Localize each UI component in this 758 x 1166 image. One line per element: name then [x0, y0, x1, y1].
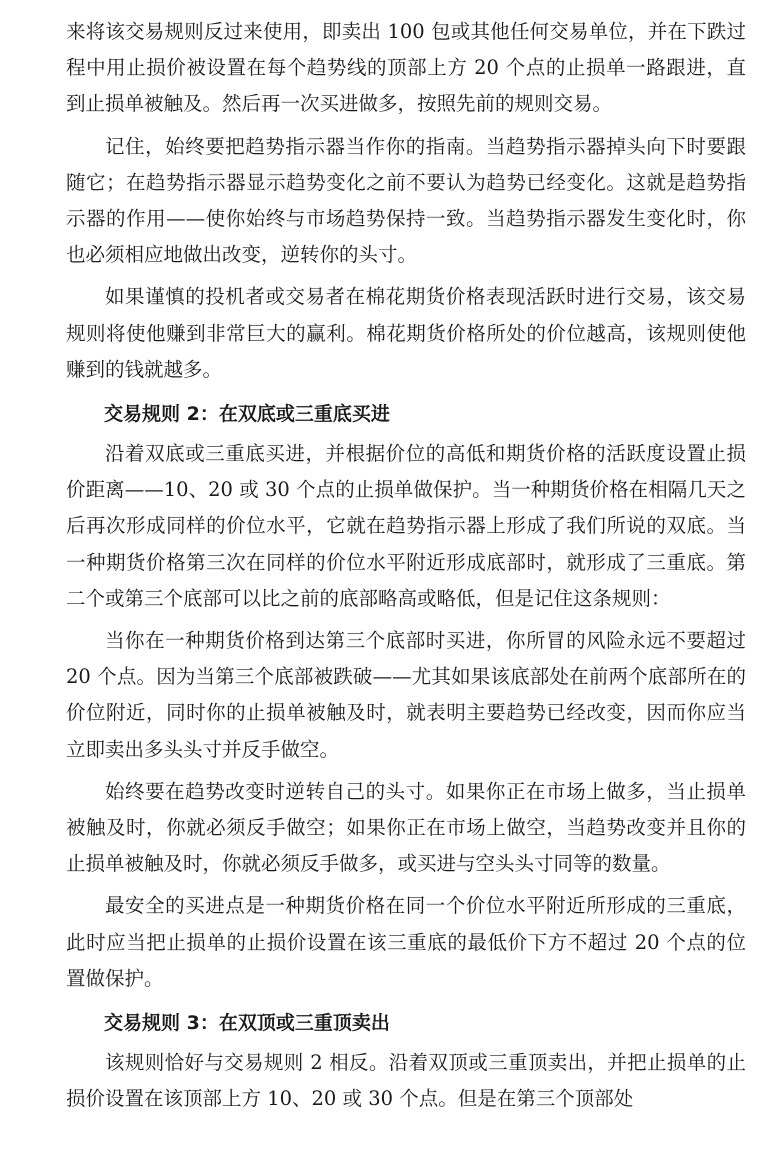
heading-trading-rule-3: 交易规则 3：在双顶或三重顶卖出	[104, 1012, 390, 1035]
paragraph-continuation: 来将该交易规则反过来使用，即卖出 100 包或其他任何交易单位，并在下跌过程中用止损价被设置在每个趋势线的顶部上方 20 个点的止损单一路跟进，直到止损单被触及。然后再一次买进做多，按照先前的规则交易。	[66, 20, 746, 116]
paragraph-reverse-position: 始终要在趋势改变时逆转自己的头寸。如果你正在市场上做多，当止损单被触及时，你就必须反手做空；如果你正在市场上做空，当趋势改变并且你的止损单被触及时，你就必须反手做多，或买进与空头头寸同等的数量。	[66, 779, 746, 876]
paragraph-third-bottom-risk: 当你在一种期货价格到达第三个底部时买进，你所冒的风险永远不要超过 20 个点。因为当第三个底部被跌破——尤其如果该底部处在前两个底部所在的价位附近，同时你的止损单被触及时，就表明主要趋势已经改变，因而你应当立即卖出多头头寸并反手做空。	[66, 629, 746, 761]
paragraph-safest-buy-point: 最安全的买进点是一种期货价格在同一个价位水平附近所形成的三重底，此时应当把止损单的止损价设置在该三重底的最低价下方不超过 20 个点的位置做保护。	[66, 894, 746, 990]
document-page	[66, 14, 746, 1117]
paragraph-trend-indicator: 记住，始终要把趋势指示器当作你的指南。当趋势指示器掉头向下时要跟随它；在趋势指示器显示趋势变化之前不要认为趋势已经变化。这就是趋势指示器的作用——使你始终与市场趋势保持一致。当趋势指示器发生变化时，你也必须相应地做出改变，逆转你的头寸。	[66, 134, 746, 267]
heading-trading-rule-2: 交易规则 2：在双底或三重底买进	[104, 403, 390, 426]
paragraph-double-bottom: 沿着双底或三重底买进，并根据价位的高低和期货价格的活跃度设置止损价距离——10、20 或 30 个点的止损单做保护。当一种期货价格在相隔几天之后再次形成同样的价位水平，它就在趋势指示器上形成了我们所说的双底。当一种期货价格第三次在同样的价位水平附近形成底部时，就形成了三重底。第二个或第三个底部可以比之前的底部略高或略低，但是记住这条规则：	[66, 442, 746, 610]
paragraph-cotton-profit: 如果谨慎的投机者或交易者在棉花期货价格表现活跃时进行交易，该交易规则将使他赚到非常巨大的赢利。棉花期货价格所处的价位越高，该规则使他赚到的钱就越多。	[66, 285, 746, 381]
paragraph-double-top: 该规则恰好与交易规则 2 相反。沿着双顶或三重顶卖出，并把止损单的止损价设置在该顶部上方 10、20 或 30 个点。但是在第三个顶部处	[66, 1051, 746, 1111]
